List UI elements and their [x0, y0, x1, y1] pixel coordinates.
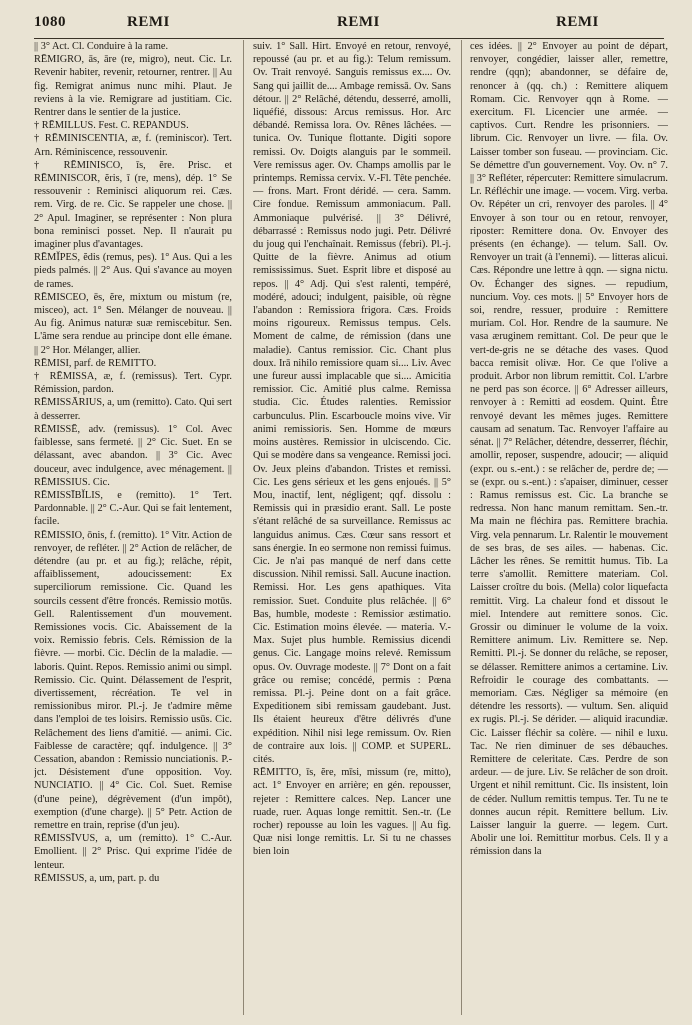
dictionary-entry: ces idées. || 2° Envoyer au point de départ, renvoyer, congédier, laisser aller, remettre, rendre (qqn); abandonner, se défaire de, renoncer à (qq. ch.) : Remittere aliquem Romam. Cic. Renvoyer qqn à Rome. — exercitum. Fl. Licencier une armée. — captivos. Curt. Rendre les prisonniers. — librum. Cic. Renvoyer un livre. — fila. Ov. Laisser tomber son fuseau. — provinciam. Cic. Se démettre d'un gouvernement. Voy. Ov. n° 7. || 3° Refléter, répercuter: Remittere simulacrum. Lr. Réfléchir une image. — vocem. Virg. verba. Ov. Répéter un cri, renvoyer des paroles. || 4° Envoyer à son tour ou en retour, renvoyer, riposter: Remittere dona. Ov. Envoyer des présents (en échange). — telum. Sall. Ov. Renvoyer un trait (à l'ennemi). — litteras alicui. Cæs. Répondre une lettre à qqn. — signa nictu. Ov. Échanger des signes. — repudium, nuncium. Voy. ces mots. || 5° Envoyer hors de soi, rendre, ressuer, produire : Remittere muriam. Col. Hor. Rendre de la saumure. Ne vasa æruginem remittant. Col. De peur que le vert-de-gris ne se détache des vases. Quod bacca remisit olivæ. Hor. Ce que l'olive a produit. Arbor non librum remittit. Col. L'arbre ne perd pas son écorce. || 6° Adresser ailleurs, renvoyer à : Remitti ad eosdem. Quint. Être renvoyé devant les mêmes juges. Remittere causam ad senatum. Tac. Renvoyer l'affaire au sénat. || 7° Relâcher, détendre, desserrer, fléchir, amollir, reposer, suspendre, adoucir; — aliquid (expr. ou s.-ent.) : se relâcher de, perdre de; — se (expr. ou s.-ent.) : s'apaiser, diminuer, cesser : Ramus remissus est. Cic. La branche se redressa. Non hanc manum remittam. Sen.-tr. Ma main ne fléchira pas. Remittere brachia. Virg. vela pennarum. Lr. Ralentir le mouvement de ses bras, de ses ailes. — habenas. Cic. Lâcher les rênes. Se remittit humus. Tib. La terre s'amollit. Remittere materiam. Col. Laisser croître du bois. (Mella) color liquefacta remittit. Virg. La chaleur fond et dissout le miel. Intendere aut remittere sonos. Cic. Grossir ou diminuer le volume de la voix. Remittere animum. Liv. Remittere se. Nep. Remitti. Pl.-j. Se donner du relâche, se reposer, se délasser. Remittere animos a certamine. Liv. Refroidir le courage des combattants. — memoriam. Cæs. Négliger sa mémoire (en détendre les ressorts). — vultum. Sen. aliquid ex rugis. Pl.-j. Se dérider. — aliquid iracundiæ. Cic. Laisser fléchir sa colère. — nihil e luxu. Tac. Ne rien diminuer de ses débauches. Remittere de celeritate. Cæs. Perdre de son ardeur. — de jure. Liv. Se relâcher de son droit. Urgent et nihil remittunt. Cic. Ils insistent, loin de céder. Nullum remittis tempus. Ter. Tu ne te donnes aucun répit. Remittere bellum. Liv. Laisser languir la guerre. — legem. Curt. Abolir une loi. Remittitur morbus. Cels. Il y a rémission dans la — [470, 41, 668, 858]
dictionary-entry: RĒMIGRO, ās, āre (re, migro), neut. Cic. Lr. Revenir habiter, revenir, retourner, rentrer. || Au fig. Remigrat animus nunc mihi. Plaut. Je reviens à la vie. Remigrare ad justitiam. Cic. Rentrer dans le sentier de la justice. — [34, 54, 232, 119]
page-number: 1080 — [34, 14, 66, 30]
text-column-2 — [253, 40, 451, 1015]
header-right-title: REMI — [556, 14, 599, 30]
dictionary-entry: suiv. 1° Sall. Hirt. Envoyé en retour, renvoyé, repoussé (au pr. et au fig.): Telum remissum. Ov. Trait renvoyé. Sanguis remissus ex.... Ov. Sang qui jaillit de.... Ambage remissā. Ov. Sans détour. || 2° Relâché, détendu, desserré, amolli, liquéfié, dissous: Arcus remissus. Hor. Arc débandé. Remissa lora. Ov. Rênes lâchées. — tunica. Ov. Tunique flottante. Digiti sopore remissi. Ov. Doigts alanguis par le sommeil. Vere remissus ager. Ov. Champs amollis par le printemps. Remissa cervix. V.-Fl. Tête penchée. — frons. Mart. Front déridé. — cera. Samm. Cire fondue. Remissum ammoniacum. Pall. Ammoniaque pulvérisé. || 3° Délivré, débarrassé : Remissus nodo jugi. Petr. Délivré du joug qui l'enchaînait. Remissus (febri). Pl.-j. Quitte de la fièvre. Animus ad otium remississimus. Suet. Esprit libre et disposé au repos. || 4° Adj. Qui s'est ralenti, tempéré, modéré, adouci; indulgent, paisible, où règne l'abandon : Remissiora frigora. Cæs. Froids moins rigoureux. Remissus tempus. Cels. Moment de calme, de rémission (dans une maladie). Cantus remissior. Cic. Chant plus doux. Irā nihilo remissiore quam si.... Liv. Avec une fureur aussi implacable que si.... Amicitia remissior. Cic. Amitié plus calme. Remissa studia. Cic. Études ralenties. Remissior carbunculus. Plin. Escarboucle moins vive. Vir animi remissioris. Sen. Homme de mœurs moins austères. Remissior in ulciscendo. Cic. Qui se modère dans sa vengeance. Remissi joci. Ov. Jeux pleins d'abandon. Tristes et remissi. Cic. Les gens sérieux et les gens enjoués. || 5° Mou, inactif, lent, négligent; qqf. dissolu : Remissis qui in præsidio erant. Sall. Le poste s'étant relâché de sa surveillance. Remissus ac languidus animus. Cæs. Cœur sans ressort et sans énergie. In eo sermone non remissi fuimus. Cic. Je n'ai pas manqué de nerf dans cette discussion. Nihil remissi. Sall. Aucune inaction. Remissi. Hor. Les gens apathiques. Vita remissior. Suet. Conduite plus relâchée. || 6° Bas, humble, modeste : Remissior æstimatio. Cic. Estimation moins élevée. — materia. V.-Max. Sujet plus humble. Remissius dicendi genus. Cic. Langage moins relevé. Remissum opus. Ov. Ouvrage modeste. || 7° Dont on a fait grâce ou remise; concédé, permis : Pœna remissa. Pl.-j. Peine dont on a fait grâce. Expeditionem sibi remissam gaudebant. Just. Ils étaient heureux d'être délivrés d'une expédition. Nihil nisi lege remissum. Ov. Rien de contraire aux lois. || COMP. et SUPERL. cités. — [253, 41, 451, 765]
header-rule — [34, 38, 664, 39]
dictionary-entry: RĒMITTO, īs, ĕre, mīsi, missum (re, mitto), act. 1° Envoyer en arrière; en gén. repousser, rejeter : Remittere calces. Nep. Lancer une ruade, ruer. Aquas longe remittit. Sen.-tr. (Le rocher) repousse au loin les vagues. || Au fig. Quæ nisi longe remittis. Lr. Si tu ne chasses bien loin — [253, 767, 451, 858]
header-center-title: REMI — [337, 14, 380, 30]
dictionary-entry: † RĒMISSA, æ, f. (remissus). Tert. Cypr. Rémission, pardon. — [34, 371, 232, 396]
dictionary-entry: † RĒMINISCENTIA, æ, f. (reminiscor). Tert. Arn. Réminiscence, ressouvenir. — [34, 133, 232, 158]
dictionary-entry: RĒMISSĀRIUS, a, um (remitto). Cato. Qui sert à desserrer. — [34, 397, 232, 422]
running-header — [34, 14, 664, 36]
dictionary-entry: || 3° Act. Cl. Conduire à la rame. — [34, 41, 169, 52]
dictionary-entry: † RĒMILLUS. Fest. C. REPANDUS. — [34, 120, 189, 132]
dictionary-entry: † RĒMINISCO, īs, ĕre. Prisc. et RĒMINISCOR, ĕris, ī (re, mens), dép. 1° Se ressouvenir : Reminisci aliquorum rei. Cæs. rem. Virg. de re. Cic. Se rappeler une chose. || 2° Apul. Imaginer, se représenter : Non plura bona reminisci posset. Nep. Il n'aurait pu imaginer plus d'avantages. — [34, 159, 232, 251]
column-divider — [461, 40, 462, 1015]
text-column-1 — [34, 40, 232, 1015]
header-left-title: REMI — [127, 14, 170, 30]
dictionary-entry: RĒMĬPES, ĕdis (remus, pes). 1° Aus. Qui a les pieds palmés. || 2° Aus. Qui s'avance au moyen de rames. — [34, 252, 232, 290]
dictionary-entry: RĒMISSIO, ōnis, f. (remitto). 1° Vitr. Action de renvoyer, de refléter. || 2° Action de relâcher, de détendre (au pr. et au fig.); relâche, répit, affaiblissement, adoucissement: Ex superciliorum remissione. Cic. Quand les sourcils cessent d'être froncés. Remissio motūs. Gell. Ralentissement d'un mouvement. Remissiones vocis. Cic. Abaissement de la voix. Remissio febris. Cels. Rémission de la fièvre. — morbi. Cic. Déclin de la maladie. — laboris. Quint. Repos. Remissio animi ou simpl. Remissio. Cic. Quint. Délassement de l'esprit, divertissement, récréation. Te vel in remissionibus miror. Pl.-j. Je t'admire même dans l'emploi de tes loisirs. Remissio usūs. Cic. Relâchement des liens d'amitié. — animi. Cic. Faiblesse de caractère; qqf. indulgence. || 3° Cessation, abandon : Remissio nunciationis. P.-jct. Désistement d'une opposition. Voy. NUNCIATIO. || 4° Cic. Col. Suet. Remise (d'une peine), dégrèvement (d'un impôt), exemption (d'une charge). || 5° Petr. Action de remettre en train, reprise (d'un jeu). — [34, 529, 232, 831]
column-divider — [243, 40, 244, 1015]
dictionary-entry: RĒMISI, parf. de REMITTO. — [34, 357, 157, 369]
text-column-3 — [470, 40, 668, 1015]
dictionary-entry: RĒMISSUS, a, um, part. p. du — [34, 872, 160, 884]
dictionary-entry: RĒMISSĪVUS, a, um (remitto). 1° C.-Aur. Emollient. || 2° Prisc. Qui exprime l'idée de lenteur. — [34, 833, 232, 871]
dictionary-entry: RĒMISSĒ, adv. (remissus). 1° Col. Avec faiblesse, sans fermeté. || 2° Cic. Suet. En se délassant, avec abandon. || 3° Cic. Avec douceur, avec indulgence, avec ménagement. || RĒMISSIUS. Cic. — [34, 423, 232, 488]
dictionary-entry: RĒMISCEO, ēs, ĕre, mixtum ou mistum (re, misceo), act. 1° Sen. Mélanger de nouveau. || Au fig. Animus naturæ suæ remiscebitur. Sen. L'âme sera rendue au principe dont elle émane. || 2° Hor. Mélanger, allier. — [34, 291, 232, 356]
dictionary-entry: RĒMISSĪBĬLIS, e (remitto). 1° Tert. Pardonnable. || 2° C.-Aur. Qui se fait lentement, facile. — [34, 489, 232, 528]
